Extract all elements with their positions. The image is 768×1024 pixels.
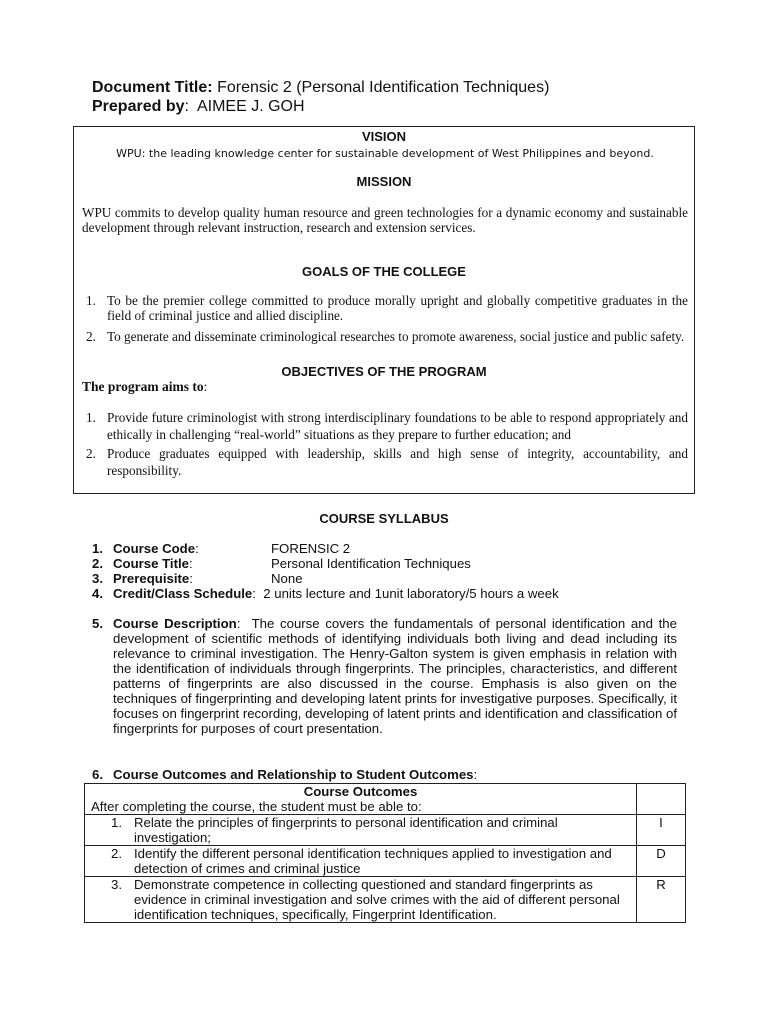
mission-heading: MISSION <box>356 174 412 189</box>
credit-schedule-value: 2 units lecture and 1unit laboratory/5 hours a week <box>263 586 559 601</box>
course-outcomes-table-header: Course Outcomes <box>303 784 418 799</box>
prepared-by-colon: : <box>184 98 189 115</box>
table-cell: 3. Demonstrate competence in collecting questioned and standard fingerprints as evidence in criminal investigation and solve crimes with the aid of different personal identification techniques, specifically, Fingerprint Identification. <box>85 877 637 923</box>
table-row <box>85 877 686 923</box>
course-description-text: The course covers the fundamentals of personal identification and the development of scientific methods of identifying individuals both living and dead including its relevance to criminal investigation. The Henry-Galton system is given emphasis in relation with the identification of individuals through fingerprints. The principles, characteristics, and different patterns of fingerprints are also discussed in the course. Emphasis is also given on the techniques of fingerprinting and developing latent prints for investigative purposes. Specifically, it focuses on fingerprint recording, developing of latent prints and identification and classification of fingerprints for purposes of court presentation. <box>113 616 677 736</box>
course-outcomes-intro: After completing the course, the student must be able to: <box>91 799 422 814</box>
outcome-level: R <box>637 877 686 923</box>
objectives-intro: The program aims to: <box>82 379 208 394</box>
goal-item: 2. To generate and disseminate criminological researches to promote awareness, social justice and public safety. <box>86 329 685 344</box>
outcome-level: I <box>637 815 686 846</box>
objective-item: 2. Produce graduates equipped with leadership, skills and high sense of integrity, accountability, and responsibility. <box>86 446 688 478</box>
document-title-line <box>92 78 549 97</box>
course-description: 5. Course Description: The course covers the fundamentals of personal identification and the development of scientific methods of identifying individuals both living and dead including its relevance to criminal investigation. The Henry-Galton system is given emphasis in relation with the identification of individuals through fingerprints. The principles, characteristics, and different patterns of fingerprints are also discussed in the course. Emphasis is also given on the techniques of fingerprinting and developing latent prints for investigative purposes. Specifically, it focuses on fingerprint recording, developing of latent prints and identification and classification of fingerprints for purposes of court presentation. <box>92 616 677 736</box>
document-header <box>92 78 549 116</box>
vision-mission-box <box>73 126 695 494</box>
course-title-value: Personal Identification Techniques <box>271 556 471 571</box>
course-description-label: Course Description <box>113 616 237 631</box>
table-cell <box>637 784 686 815</box>
goals-list <box>82 293 688 350</box>
table-cell: 2. Identify the different personal identification techniques applied to investigation and detection of crimes and criminal justice <box>85 846 637 877</box>
objectives-list <box>82 409 688 485</box>
table-row <box>85 846 686 877</box>
vision-text: WPU: the leading knowledge center for sustainable development of West Philippines and beyond. <box>116 147 654 160</box>
document-title-value: Forensic 2 (Personal Identification Techniques) <box>217 79 550 96</box>
course-outcomes-table <box>84 783 686 923</box>
document-title-label: Document Title: <box>92 79 213 96</box>
table-cell: 1. Relate the principles of fingerprints to personal identification and criminal investigation; <box>85 815 637 846</box>
table-row <box>85 815 686 846</box>
objective-item: 1. Provide future criminologist with strong interdisciplinary foundations to be able to respond appropriately and ethically in challenging “real-world” situations as they prepare to further education; and <box>86 410 688 442</box>
prerequisite-value: None <box>271 571 303 586</box>
prepared-by-value: AIMEE J. GOH <box>196 98 305 115</box>
course-code-value: FORENSIC 2 <box>271 541 351 556</box>
objectives-heading: OBJECTIVES OF THE PROGRAM <box>281 364 487 379</box>
course-syllabus-heading: COURSE SYLLABUS <box>319 511 449 526</box>
document-page: Document Title: Forensic 2 (Personal Identification Techniques) Prepared by: AIMEE J. GOH VISION WPU: the leading knowledge center for sustainable development of West Philippines and beyond. MISSION WPU commits to develop quality human resource and green technologies for a dynamic economy and sustainable development through relevant instruction, research and extension services. GOALS OF THE COLLEGE 1. To be the premier college committed to produce morally upright and globally competitive graduates in the field of criminal justice and allied discipline. 2. To generate and disseminate criminological researches to promote awareness, social justice and public safety. OBJECTIVES OF THE PROGRAM The program aims to: 1. Provide future criminologist with strong interdisciplinary foundations to be able to respond appropriately and ethically in challenging “real-world” situations as they prepare to further education; and 2. Produce graduates equipped with leadership, skills and high sense of integrity, accountability, and responsibility. COURSE SYLLABUS 1. Course Code: FORENSIC 2 2. Course Title: Personal Identification Techniques 3. Prerequisite: None 4. Credit/Class Schedule: 2 units lecture and 1unit laboratory/5 hours a week 5. Course Description: The course covers the fundamentals of personal identification and the development of scientific methods of identifying individuals both living and dead including its relevance to criminal investigation. The Henry-Galton system is given emphasis in relation with the identification of individuals through fingerprints. The principles, characteristics, and different patterns of fingerprints are also discussed in the course. Emphasis is also given on the techniques of fingerprinting and developing latent prints for investigative purposes. Specifically, it focuses on fingerprint recording, developing of latent prints and identification and classification of fingerprints for purposes of court presentation. 6. Course Outcomes and Relationship to Student Outcomes: Course Outcomes After completing the course, the student must be able to: 1. Relate the principles of fingerprints to personal identification and criminal investigation; I 2. Identify the different personal identification techniques applied to investigation and detection of crimes and criminal justice D 3. Demonstrate competence in collecting questioned and standard fingerprints as evidence in criminal investigation and solve crimes with the aid of different personal identification techniques, specifically, Fingerprint Identification. R <box>0 0 768 1024</box>
course-outcomes-heading: 6. Course Outcomes and Relationship to Student Outcomes: <box>92 767 478 782</box>
mission-text: WPU commits to develop quality human resource and green technologies for a dynamic economy and sustainable development through relevant instruction, research and extension services. <box>82 205 688 235</box>
prepared-by-label: Prepared by <box>92 98 185 115</box>
table-cell <box>85 784 637 815</box>
table-row <box>85 784 686 815</box>
outcome-level: D <box>637 846 686 877</box>
goals-heading: GOALS OF THE COLLEGE <box>302 264 466 279</box>
goal-item: 1. To be the premier college committed to produce morally upright and globally competitive graduates in the field of criminal justice and allied discipline. <box>86 293 688 323</box>
vision-heading: VISION <box>361 129 407 144</box>
prepared-by-line <box>92 97 549 116</box>
